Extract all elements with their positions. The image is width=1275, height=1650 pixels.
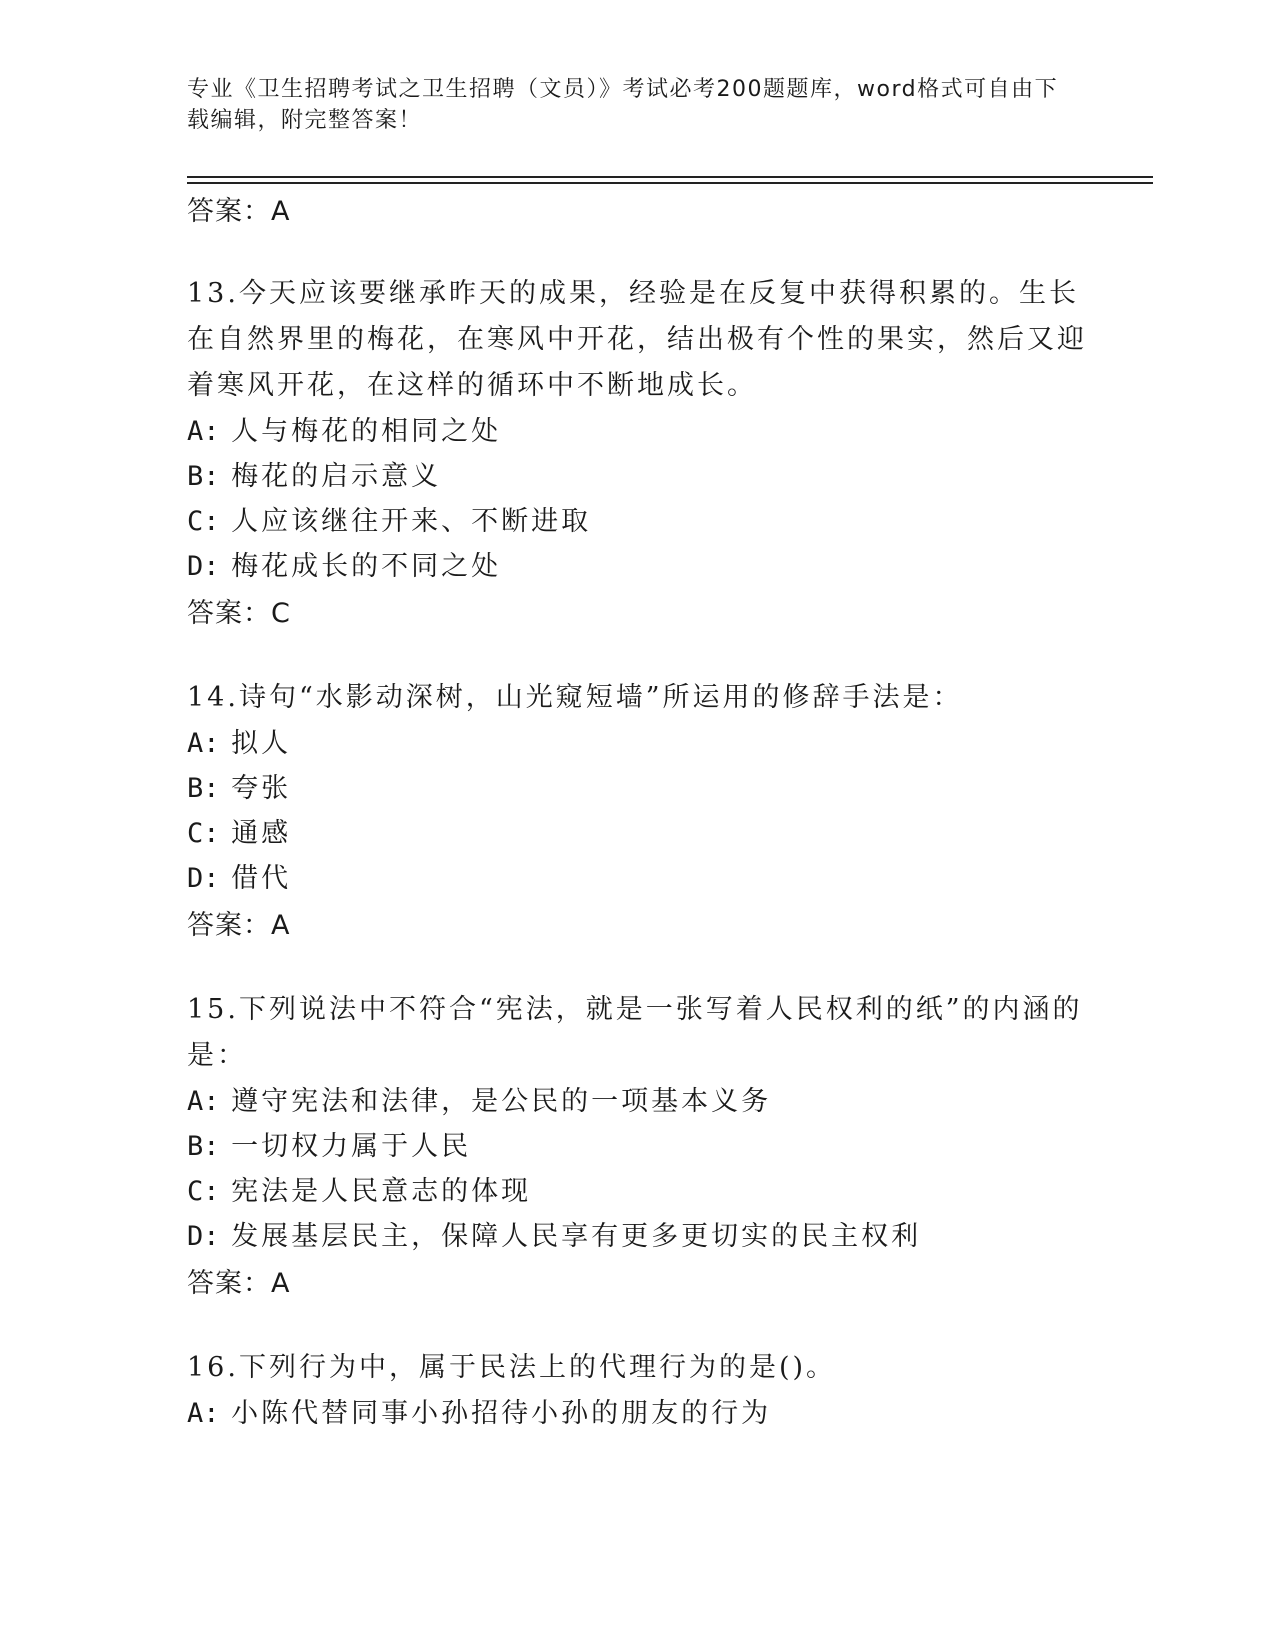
option-text: 梅花成长的不同之处 xyxy=(231,551,502,582)
answer-line: 答案：A xyxy=(187,196,291,227)
answer-line: 答案：A xyxy=(187,910,291,941)
option-key: D: xyxy=(187,863,220,894)
question-stem: 14.诗句“水影动深树，山光窥短墙”所运用的修辞手法是： xyxy=(187,682,963,713)
option-key: C: xyxy=(187,818,220,849)
option-key: A: xyxy=(187,1398,220,1429)
answer-line: 答案：C xyxy=(187,598,291,629)
question-14 xyxy=(187,675,1087,901)
option-key: D: xyxy=(187,1221,220,1252)
question-stem: 13.今天应该要继承昨天的成果，经验是在反复中获得积累的。生长在自然界里的梅花，在寒风中开花，结出极有个性的果实，然后又迎着寒风开花，在这样的循环中不断地成长。 xyxy=(187,278,1087,401)
option-text: 小陈代替同事小孙招待小孙的朋友的行为 xyxy=(231,1398,772,1429)
option-text: 一切权力属于人民 xyxy=(231,1131,472,1162)
option-key: B: xyxy=(187,461,220,492)
option-text: 拟人 xyxy=(231,728,292,759)
option-key: D: xyxy=(187,551,220,582)
option-d xyxy=(187,1214,1087,1259)
option-b xyxy=(187,454,1087,499)
option-text: 宪法是人民意志的体现 xyxy=(231,1176,532,1207)
option-text: 梅花的启示意义 xyxy=(231,461,442,492)
option-key: B: xyxy=(187,1131,220,1162)
option-text: 发展基层民主，保障人民享有更多更切实的民主权利 xyxy=(231,1221,922,1252)
question-15 xyxy=(187,987,1087,1259)
option-a xyxy=(187,409,1087,454)
option-a xyxy=(187,1391,1087,1436)
option-text: 夸张 xyxy=(231,773,292,804)
option-b xyxy=(187,1124,1087,1169)
option-text: 通感 xyxy=(231,818,292,849)
option-key: B: xyxy=(187,773,220,804)
option-c xyxy=(187,499,1087,544)
answer-line: 答案：A xyxy=(187,1268,291,1299)
question-13 xyxy=(187,271,1087,589)
option-text: 人与梅花的相同之处 xyxy=(231,416,502,447)
document-body xyxy=(187,193,1087,1442)
option-d xyxy=(187,856,1087,901)
option-key: A: xyxy=(187,728,220,759)
option-text: 人应该继往开来、不断进取 xyxy=(231,506,592,537)
option-key: A: xyxy=(187,416,220,447)
option-text: 遵守宪法和法律，是公民的一项基本义务 xyxy=(231,1086,772,1117)
option-a xyxy=(187,1079,1087,1124)
document-header: 专业《卫生招聘考试之卫生招聘（文员）》考试必考200题题库，word格式可自由下载编辑，附完整答案！ xyxy=(187,77,1059,133)
option-key: C: xyxy=(187,506,220,537)
option-key: A: xyxy=(187,1086,220,1117)
question-stem: 15.下列说法中不符合“宪法，就是一张写着人民权利的纸”的内涵的是： xyxy=(187,994,1083,1071)
option-key: C: xyxy=(187,1176,220,1207)
option-a xyxy=(187,721,1087,766)
option-b xyxy=(187,766,1087,811)
question-stem: 16.下列行为中，属于民法上的代理行为的是()。 xyxy=(187,1352,837,1383)
option-c xyxy=(187,811,1087,856)
header-divider-bottom xyxy=(187,182,1153,184)
option-text: 借代 xyxy=(231,863,292,894)
header-divider-top xyxy=(187,176,1153,178)
option-d xyxy=(187,544,1087,589)
question-16 xyxy=(187,1345,1087,1436)
option-c xyxy=(187,1169,1087,1214)
